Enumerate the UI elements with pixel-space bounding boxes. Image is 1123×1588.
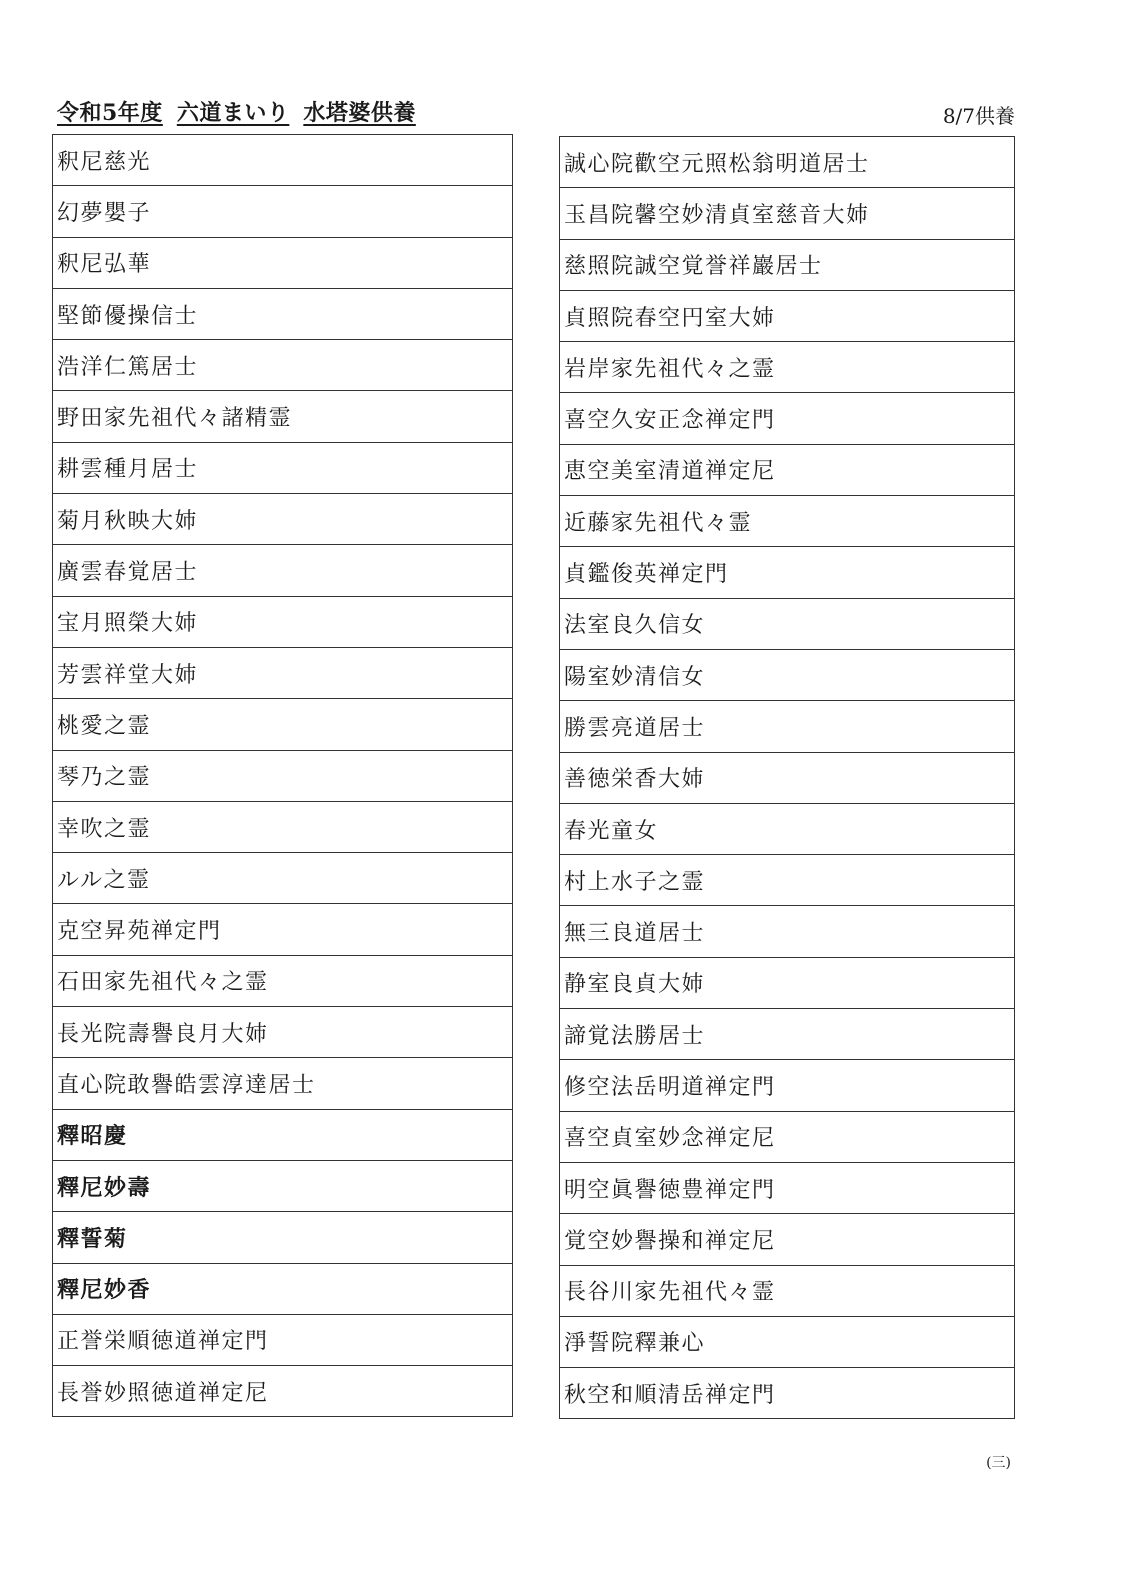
table-row — [53, 1263, 513, 1314]
name-cell: 玉昌院馨空妙清貞室慈音大姉 — [560, 188, 1015, 239]
table-row — [53, 596, 513, 647]
title-service: 水塔婆供養 — [303, 100, 416, 126]
name-cell: 近藤家先祖代々霊 — [560, 496, 1015, 547]
table-row — [53, 494, 513, 545]
name-cell: 村上水子之霊 — [560, 855, 1015, 906]
name-cell: 勝雲亮道居士 — [560, 701, 1015, 752]
title-event: 六道まいり — [176, 100, 290, 126]
table-row — [560, 496, 1015, 547]
name-cell: 淨誓院釋兼心 — [560, 1316, 1015, 1367]
table-row — [560, 137, 1015, 188]
table-row — [53, 391, 513, 442]
name-cell: 恵空美室清道禅定尼 — [560, 444, 1015, 495]
left-names-body — [53, 135, 513, 1417]
table-row — [53, 955, 513, 1006]
table-row — [560, 1265, 1015, 1316]
name-cell: 正誉栄順徳道禅定門 — [53, 1314, 513, 1365]
table-row — [560, 906, 1015, 957]
table-row — [560, 855, 1015, 906]
table-row — [53, 853, 513, 904]
name-cell: 桃愛之霊 — [53, 699, 513, 750]
table-row — [560, 1214, 1015, 1265]
name-cell: 陽室妙清信女 — [560, 649, 1015, 700]
table-row — [53, 135, 513, 186]
table-row — [53, 904, 513, 955]
name-cell: 長光院壽譽良月大姉 — [53, 1007, 513, 1058]
name-cell: 直心院敢譽皓雲淳達居士 — [53, 1058, 513, 1109]
name-cell: 釋尼妙壽 — [53, 1160, 513, 1211]
table-row — [560, 803, 1015, 854]
name-cell: 喜空久安正念禅定門 — [560, 393, 1015, 444]
table-row — [560, 957, 1015, 1008]
table-row — [53, 750, 513, 801]
name-cell: 幸吹之霊 — [53, 801, 513, 852]
name-cell: 克空昇苑禅定門 — [53, 904, 513, 955]
table-row — [53, 801, 513, 852]
table-row — [560, 1316, 1015, 1367]
table-row — [53, 1212, 513, 1263]
table-row — [560, 188, 1015, 239]
name-cell: 貞鑑俊英禅定門 — [560, 547, 1015, 598]
name-cell: ルル之霊 — [53, 853, 513, 904]
name-cell: 釈尼弘華 — [53, 237, 513, 288]
table-row — [53, 186, 513, 237]
name-cell: 釈尼慈光 — [53, 135, 513, 186]
table-row — [560, 290, 1015, 341]
table-row — [53, 1160, 513, 1211]
name-cell: 長誉妙照徳道禅定尼 — [53, 1366, 513, 1417]
table-row — [560, 649, 1015, 700]
table-row — [53, 340, 513, 391]
table-row — [53, 237, 513, 288]
table-row — [560, 393, 1015, 444]
table-row — [560, 1368, 1015, 1419]
table-row — [560, 701, 1015, 752]
table-row — [560, 547, 1015, 598]
name-cell: 菊月秋映大姉 — [53, 494, 513, 545]
name-cell: 喜空貞室妙念禅定尼 — [560, 1111, 1015, 1162]
name-cell: 長谷川家先祖代々霊 — [560, 1265, 1015, 1316]
page-number: (三) — [986, 1455, 1011, 1471]
table-row — [560, 239, 1015, 290]
left-names-table — [52, 134, 513, 1417]
name-cell: 覚空妙譽操和禅定尼 — [560, 1214, 1015, 1265]
name-cell: 明空眞譽徳豊禅定門 — [560, 1162, 1015, 1213]
name-cell: 諦覚法勝居士 — [560, 1009, 1015, 1060]
table-row — [560, 1162, 1015, 1213]
name-cell: 静室良貞大姉 — [560, 957, 1015, 1008]
name-cell: 野田家先祖代々諸精霊 — [53, 391, 513, 442]
name-cell: 幻夢嬰子 — [53, 186, 513, 237]
table-row — [53, 647, 513, 698]
name-cell: 釋昭慶 — [53, 1109, 513, 1160]
table-row — [560, 1009, 1015, 1060]
table-row — [53, 1109, 513, 1160]
table-row — [53, 1314, 513, 1365]
table-row — [53, 699, 513, 750]
table-row — [53, 1366, 513, 1417]
table-row — [560, 342, 1015, 393]
table-row — [53, 545, 513, 596]
table-row — [560, 1060, 1015, 1111]
name-cell: 釋誓菊 — [53, 1212, 513, 1263]
name-cell: 無三良道居士 — [560, 906, 1015, 957]
right-names-body — [560, 137, 1015, 1419]
name-cell: 芳雲祥堂大姉 — [53, 647, 513, 698]
table-row — [560, 752, 1015, 803]
name-cell: 宝月照榮大姉 — [53, 596, 513, 647]
name-cell: 善徳栄香大姉 — [560, 752, 1015, 803]
document-title — [57, 96, 430, 127]
name-cell: 石田家先祖代々之霊 — [53, 955, 513, 1006]
table-row — [53, 288, 513, 339]
name-cell: 春光童女 — [560, 803, 1015, 854]
name-cell: 慈照院誠空覚誉祥巖居士 — [560, 239, 1015, 290]
name-cell: 浩洋仁篤居士 — [53, 340, 513, 391]
table-row — [560, 1111, 1015, 1162]
name-cell: 岩岸家先祖代々之霊 — [560, 342, 1015, 393]
name-cell: 誠心院歡空元照松翁明道居士 — [560, 137, 1015, 188]
name-cell: 堅節優操信士 — [53, 288, 513, 339]
service-date-label: 8/7供養 — [942, 104, 1015, 128]
table-row — [53, 1007, 513, 1058]
name-cell: 法室良久信女 — [560, 598, 1015, 649]
title-year: 令和5年度 — [57, 100, 163, 126]
table-row — [560, 598, 1015, 649]
name-cell: 貞照院春空円室大姉 — [560, 290, 1015, 341]
table-row — [560, 444, 1015, 495]
name-cell: 修空法岳明道禅定門 — [560, 1060, 1015, 1111]
table-row — [53, 442, 513, 493]
name-cell: 秋空和順清岳禅定門 — [560, 1368, 1015, 1419]
table-row — [53, 1058, 513, 1109]
name-cell: 釋尼妙香 — [53, 1263, 513, 1314]
name-cell: 廣雲春覚居士 — [53, 545, 513, 596]
name-cell: 耕雲種月居士 — [53, 442, 513, 493]
right-names-table — [559, 136, 1015, 1419]
name-cell: 琴乃之霊 — [53, 750, 513, 801]
